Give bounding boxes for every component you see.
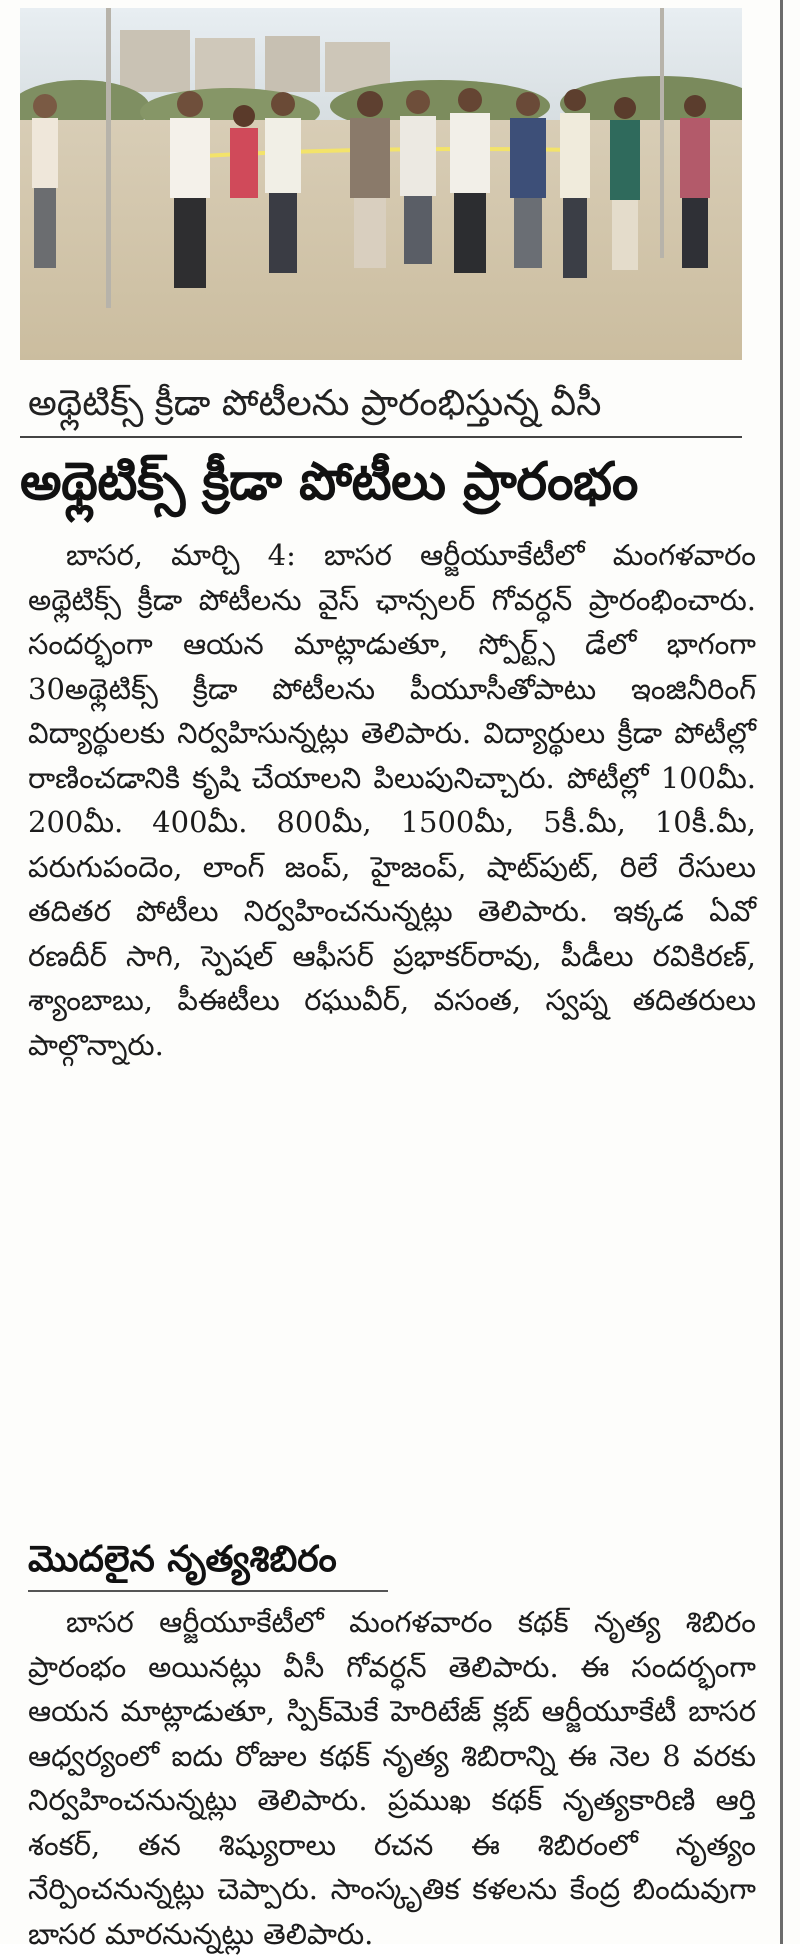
photo-caption: అథ్లెటిక్స్ క్రీడా పోటీలను ప్రారంభిస్తున్న వీసీ	[28, 383, 602, 424]
column-divider	[780, 0, 783, 1944]
article-body-dance-camp: బాసర ఆర్జీయూకేటీలో మంగళవారం కథక్ నృత్య శిబిరం ప్రారంభం అయినట్లు వీసీ గోవర్ధన్ తెలిపారు. ఈ సందర్భంగా ఆయన మాట్లాడుతూ, స్పిక్‌మెకే హెరిటేజ్ క్లబ్ ఆర్జీయూకేటీ బాసర ఆధ్వర్యంలో ఐదు రోజుల కథక్ నృత్య శిబిరాన్ని ఈ నెల 8 వరకు నిర్వహించనున్నట్లు తెలిపారు. ప్రముఖ కథక్ నృత్యకారిణి ఆర్తి శంకర్, తన శిష్యురాలు రచన ఈ శిబిరంలో నృత్యం నేర్పించనున్నట్లు చెప్పారు. సాంస్కృతిక కళలను కేంద్ర బిందువుగా బాసర మారనున్నట్లు తెలిపారు.	[28, 1605, 756, 1951]
event-photo	[20, 8, 742, 360]
subheading-dance-camp: మొదలైన నృత్యశిబిరం	[28, 1539, 337, 1580]
caption-divider	[20, 436, 742, 438]
subheading-divider	[28, 1590, 388, 1592]
article-body-athletics: బాసర, మార్చి 4: బాసర ఆర్జీయూకేటీలో మంగళవారం అథ్లెటిక్స్ క్రీడా పోటీలను వైస్ ఛాన్సలర్ గోవర్ధన్ ప్రారంభించారు. సందర్భంగా ఆయన మాట్లాడుతూ, స్పోర్ట్స్ డేలో భాగంగా 30అథ్లెటిక్స్ క్రీడా పోటీలను పీయూసీతోపాటు ఇంజినీరింగ్ విద్యార్థులకు నిర్వహిసున్నట్లు తెలిపారు. విద్యార్థులు క్రీడా పోటీల్లో రాణించడానికి కృషి చేయాలని పిలుపునిచ్చారు. పోటీల్లో 100మీ. 200మీ. 400మీ. 800మీ, 1500మీ, 5కీ.మీ, 10కీ.మీ, పరుగుపందెం, లాంగ్ జంప్, హైజంప్, షాట్‌పుట్, రిలే రేసులు తదితర పోటీలు నిర్వహించనున్నట్లు తెలిపారు. ఇక్కడ ఏవో రణదీర్ సాగి, స్పెషల్ ఆఫీసర్ ప్రభాకర్‌రావు, పీడీలు రవికిరణ్, శ్యాంబాబు, పీఈటీలు రఘువీర్, వసంత, స్వప్న తదితరులు పాల్గొన్నారు.	[28, 538, 756, 1062]
headline: అథ్లెటిక్స్ క్రీడా పోటీలు ప్రారంభం	[20, 452, 638, 512]
